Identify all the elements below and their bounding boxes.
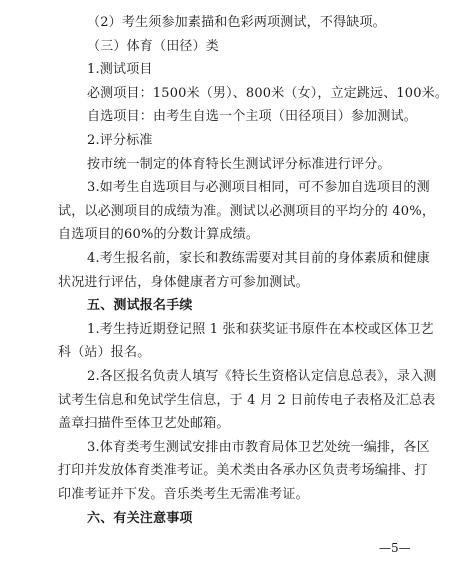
section-heading: 六、有关注意事项: [87, 510, 193, 526]
text-line: （2）考生须参加素描和色彩两项测试，不得缺项。: [87, 15, 386, 30]
text-line: 4.考生报名前，家长和教练需要对其目前的身体素质和健康: [87, 251, 430, 266]
text-line: 2.评分标准: [87, 133, 153, 148]
text-line: 自选项目：由考生自选一个主项（田径项目）参加测试。: [87, 109, 418, 125]
text-line: 印准考证并下发。音乐类考生无需准考证。: [58, 487, 309, 502]
text-line: 必测项目：1500米（男）、800米（女），立定跳远、100米。: [87, 85, 449, 101]
text-line: 按市统一制定的体育特长生测试评分标准进行评分。: [87, 156, 391, 172]
section-heading: 五、测试报名手续: [87, 298, 193, 314]
text-line: 试，以必测项目的成绩为准。测试以必测项目的平均分的 40%，: [58, 203, 436, 219]
text-line: 自选项目的60%的分数计算成绩。: [58, 227, 260, 243]
text-line: 打印并发放体育类准考证。美术类由各承办区负责考场编排、打: [58, 463, 428, 479]
section-subheading: （三）体育（田径）类: [87, 38, 220, 54]
text-line: 科（站）报名。: [58, 345, 151, 361]
page-number: —5—: [379, 541, 411, 555]
text-line: 1.考生持近期登记照 1 张和获奖证书原件在本校或区体卫艺: [87, 321, 434, 337]
text-line: 2.各区报名负责人填写《特长生资格认定信息总表》，录入测: [87, 369, 437, 384]
text-line: 试考生信息和免试学生信息，于 4 月 2 日前传电子表格及汇总表: [58, 392, 436, 408]
text-line: 3.如考生自选项目与必测项目相同，可不参加自选项目的测: [87, 180, 430, 196]
text-line: 状况进行评估，身体健康者方可参加测试。: [58, 274, 309, 290]
text-line: 盖章扫描件至体卫艺处邮箱。: [58, 416, 230, 432]
text-line: 3.体育类考生测试安排由市教育局体卫艺处统一编排，各区: [87, 439, 430, 455]
text-line: 1.测试项目: [87, 62, 153, 78]
